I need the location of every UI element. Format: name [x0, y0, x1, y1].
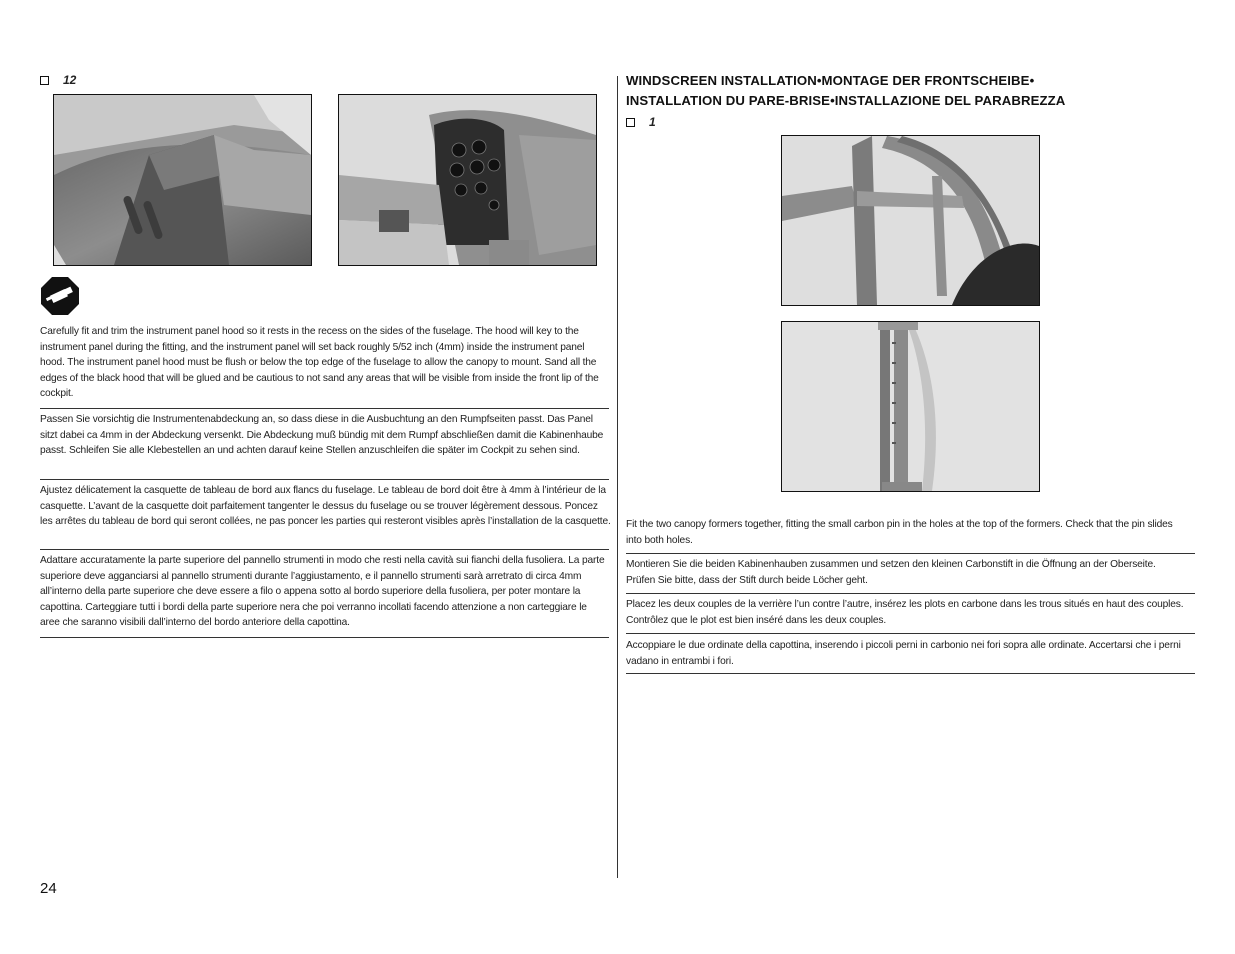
paragraph-en-step1: Fit the two canopy formers together, fitting the small carbon pin in the holes at the top of the formers. Check that the pin slides into both holes.	[626, 519, 1173, 546]
divider	[40, 637, 609, 638]
divider	[626, 673, 1195, 674]
section-heading	[626, 71, 1186, 111]
photo-canopy-formers-top	[781, 135, 1040, 306]
divider	[626, 553, 1195, 554]
paragraph-it-step12: Adattare accuratamente la parte superiore del pannello strumenti in modo che resti nella cavità sui fianchi della fusoliera. La parte superiore deve agganciarsi al pannello strumenti durante l’aggiustamento, e il pannello strumenti sarà arretrato di circa 4mm all’interno della parte superiore che deve essere a filo o appena sotto al bordo superiore della fusoliera, per poter montare la capottina. Carteggiare tutti i bordi della parte superiore nera che poi verranno incollati facendo attenzione a non carteggiare le aree che saranno visibili dall’interno del bordo anteriore della capottina.	[40, 555, 605, 629]
page-number: 24	[40, 880, 57, 897]
divider	[40, 479, 609, 480]
step-number: 12	[63, 73, 77, 87]
paragraph-it-step1: Accoppiare le due ordinate della capottina, inserendo i piccoli perni in carbonio nei fori sopra alle ordinate. Accertarsi che i perni vadano in entrambi i fori.	[626, 640, 1181, 667]
photo-canopy-formers-pin	[781, 321, 1040, 492]
paragraph-de-step1: Montieren Sie die beiden Kabinenhauben zusammen und setzen den kleinen Carbonstift in die Öffnung an der Oberseite. Prüfen Sie bitte, dass der Stift durch beide Löcher geht.	[626, 559, 1156, 586]
section-heading-line2: INSTALLATION DU PARE-BRISE•INSTALLAZIONE DEL PARABREZZA	[626, 93, 1066, 108]
checkbox-icon[interactable]	[40, 76, 49, 85]
sanding-tool-icon	[40, 276, 80, 316]
photo-instrument-panel-cockpit	[338, 94, 597, 266]
divider	[40, 549, 609, 550]
section-heading-line1: WINDSCREEN INSTALLATION•MONTAGE DER FRONTSCHEIBE•	[626, 73, 1035, 88]
paragraph-de-step12: Passen Sie vorsichtig die Instrumentenabdeckung an, so dass diese in die Ausbuchtung an den Rumpfseiten passt. Das Panel sitzt dabei ca 4mm in der Abdeckung versenkt. Die Abdeckung muß bündig mit dem Rumpf abschließen damit die Kabinenhaube passt. Schleifen Sie alle Klebestellen an und achten darauf keine Stellen anzuschleifen die später im Cockpit zu sehen sind.	[40, 414, 604, 457]
divider	[626, 633, 1195, 634]
checkbox-icon[interactable]	[626, 118, 635, 127]
paragraph-fr-step1: Placez les deux couples de la verrière l’un contre l’autre, insérez les plots en carbone dans les trous situés en haut des couples. Contrôlez que le plot est bien inséré dans les deux couples.	[626, 599, 1184, 626]
column-divider	[617, 76, 618, 878]
step-12-header	[40, 73, 76, 87]
paragraph-fr-step12: Ajustez délicatement la casquette de tableau de bord aux flancs du fuselage. Le tableau de bord doit être à 4mm à l’intérieur de la casquette. L’avant de la casquette doit parfaitement tangenter le dessus du fuselage ou se trouver légèrement dessous. Poncez les arrêtes du tableau de bord qui seront collées, ne pas poncer les parties qui resteront visibles après l’installation de la casquette.	[40, 485, 611, 528]
paragraph-en-step12: Carefully fit and trim the instrument panel hood so it rests in the recess on the sides of the fuselage. The hood will key to the instrument panel during the fitting, and the instrument panel will set back roughly 5/52 inch (4mm) inside the instrument panel hood. The instrument panel hood must be flush or below the top edge of the fuselage to allow the canopy to mount. Sand all the edges of the black hood that will be glued and be cautious to not sand any areas that will be visible from inside the front lip of the cockpit.	[40, 326, 599, 400]
step-number: 1	[649, 115, 656, 129]
photo-instrument-hood-side	[53, 94, 312, 266]
divider	[40, 408, 609, 409]
divider	[626, 593, 1195, 594]
step-1-header	[626, 115, 656, 129]
